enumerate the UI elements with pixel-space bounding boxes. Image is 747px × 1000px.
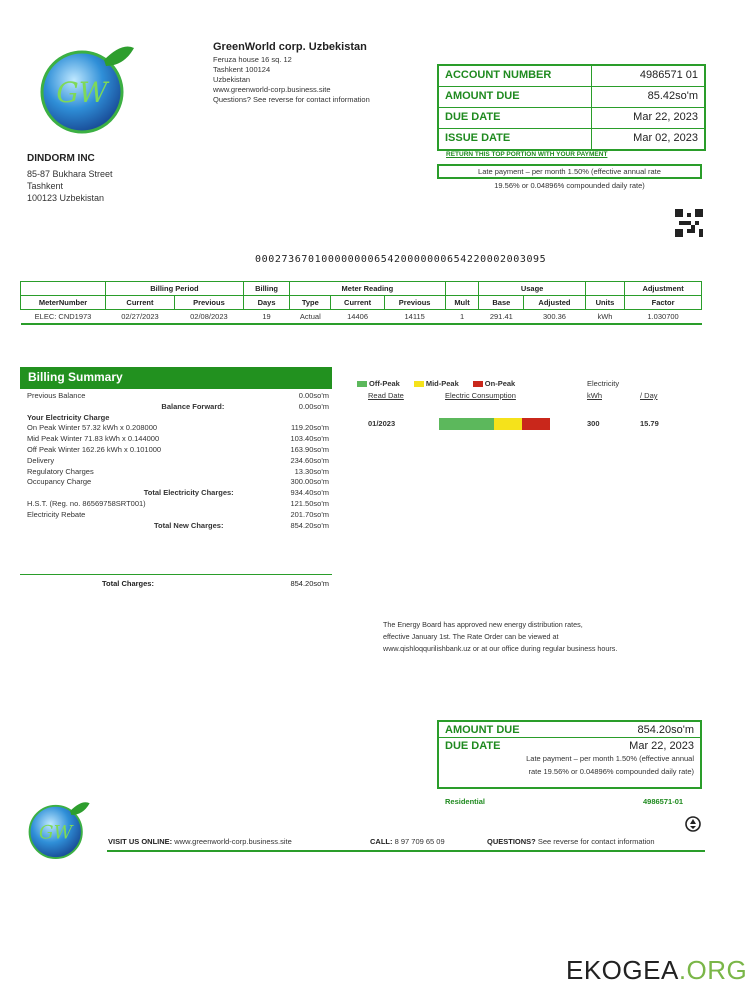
notice-line: The Energy Board has approved new energy distribution rates, [383,620,583,629]
summary-label: Mid Peak Winter 71.83 kWh x 0.144000 [27,434,160,444]
summary-value: 13.30so'm [294,466,329,476]
address-line: 85-87 Bukhara Street [27,169,113,179]
remittance-box [437,720,702,789]
address-line: Tashkent 100124 [213,65,271,74]
bar-segment-mid-peak [494,418,522,430]
summary-value: 119.20so'm [291,423,329,433]
table-cell: 14115 [404,312,425,321]
table-group-header-row [21,282,702,296]
divider [20,574,332,575]
table-cell: 02/27/2023 [121,312,159,321]
read-date-value: 01/2023 [368,419,396,428]
bar-segment-on-peak [522,418,550,430]
table-cell: 1 [459,312,465,321]
read-date-header: Read Date [368,391,404,400]
table-cell: ELEC: CND1973 [34,312,92,321]
issue-date-value: Mar 02, 2023 [633,132,698,144]
footer-visit [108,837,292,846]
address-line: 100123 Uzbekistan [27,193,105,203]
table-header: Type [290,296,331,310]
account-row [439,66,704,87]
summary-row [27,445,329,456]
summary-label: Previous Balance [27,391,86,400]
customer-name: DINDORM INC [27,153,95,164]
consumption-header: Electric Consumption [445,391,516,400]
address-line: Feruza house 16 sq. 12 [213,55,292,64]
account-row [439,129,704,149]
account-number: 4986571-01 [643,797,684,806]
due-date-label: DUE DATE [445,740,501,752]
table-header [21,282,106,296]
summary-row [27,391,329,402]
due-date-label: DUE DATE [439,108,592,128]
table-cell: 300.36 [542,312,566,321]
qr-code-icon [675,209,703,237]
bar-segment-off-peak [439,418,494,430]
table-header: Factor [625,296,702,310]
late-payment-rate: 19.56% or 0.04896% compounded daily rate) [494,181,645,190]
svg-text:GW: GW [39,822,73,844]
summary-row [27,434,329,445]
amount-due-value: 85.42so'm [647,90,698,102]
summary-row [27,510,329,521]
footer-divider [107,850,705,852]
footer-call-label: CALL: [370,837,393,846]
service-type: Residential [445,797,486,806]
table-header: Current [106,296,175,310]
table-cell: 1.030700 [647,312,679,321]
legend-mid-peak: Mid-Peak [414,379,459,388]
summary-label: Total Electricity Charges: [143,488,234,498]
billing-summary-title: Billing Summary [20,367,332,389]
summary-value: 121.50so'm [290,498,329,508]
late-payment-note: Late payment – per month 1.50% (effective annual [526,754,694,763]
footer-phone[interactable]: 8 97 709 65 09 [394,837,445,846]
summary-label: Occupancy Charge [27,477,92,487]
billing-summary-list [27,391,329,531]
table-header: Meter Reading [290,282,445,296]
table-cell: 14406 [347,312,368,321]
company-logo [24,798,90,860]
legend-off-peak: Off-Peak [357,379,400,388]
kwh-unit-header: kWh [587,391,602,400]
account-row [439,87,704,108]
summary-label: Balance Forward: [161,401,225,411]
amount-due-row [439,722,700,738]
company-address [213,55,370,105]
summary-row [27,413,329,424]
return-note: RETURN THIS TOP PORTION WITH YOUR PAYMENT [446,151,608,158]
address-line: Uzbekistan [213,75,251,84]
table-row [21,310,702,325]
notice-link[interactable]: www.qishloqqurilishbank.uz or at our office during regular business hours. [383,644,618,653]
summary-label: On Peak Winter 57.32 kWh x 0.208000 [27,423,158,433]
legend-on-peak: On-Peak [473,379,515,388]
svg-text:GW: GW [56,76,108,109]
summary-label: Delivery [27,455,55,465]
total-charges-label: Total Charges: [102,579,154,588]
footer-questions-text: See reverse for contact information [537,837,655,846]
consumption-legend [357,379,515,388]
footer-questions-label: QUESTIONS? [487,837,536,846]
kwh-value: 300 [587,419,600,428]
footer-website-link[interactable]: www.greenworld-corp.business.site [174,837,292,846]
table-header: Usage [479,282,585,296]
table-header: Billing [243,282,289,296]
summary-value: 0.00so'm [298,391,329,400]
summary-row [27,456,329,467]
legend-swatch [357,381,367,387]
address-line: Questions? See reverse for contact information [213,95,370,104]
amount-due-label: AMOUNT DUE [445,724,520,736]
footer-visit-label: VISIT US ONLINE: [108,837,173,846]
per-day-header: / Day [640,391,658,400]
due-date-row [439,738,700,752]
late-payment-rate: rate 19.56% or 0.04896% compounded daily rate) [528,767,694,776]
summary-label: Your Electricity Charge [27,412,110,422]
account-number-label: ACCOUNT NUMBER [439,66,592,86]
table-header: Base [479,296,524,310]
table-cell: 19 [262,312,271,321]
table-header: MeterNumber [21,296,106,310]
summary-row [27,521,329,532]
total-charges-row [27,579,329,588]
summary-row [27,477,329,488]
table-cell: kWh [597,312,613,321]
summary-value: 103.40so'm [290,434,329,444]
summary-label: Regulatory Charges [27,466,94,476]
summary-row [27,467,329,478]
table-header-row [21,296,702,310]
late-payment-box: Late payment – per month 1.50% (effective annual rate [437,164,702,179]
amount-due-value: 854.20so'm [637,724,694,736]
summary-row [27,423,329,434]
table-cell: 02/08/2023 [190,312,228,321]
account-number-value: 4986571 01 [639,69,698,81]
summary-value: 163.90so'm [290,444,329,454]
summary-value: 234.60so'm [290,455,329,465]
company-name: GreenWorld corp. Uzbekistan [213,41,367,53]
table-header: Billing Period [106,282,244,296]
account-row [439,108,704,129]
footer-call [370,837,445,846]
notice-line: effective January 1st. The Rate Order can be viewed at [383,632,559,641]
table-header: Current [331,296,384,310]
table-header: Adjustment [625,282,702,296]
table-header: Units [585,296,624,310]
company-website[interactable]: www.greenworld-corp.business.site [213,85,331,94]
total-charges-value: 854.20so'm [290,579,329,588]
amount-due-label: AMOUNT DUE [439,87,592,107]
rate-notice [383,619,703,655]
table-header: Previous [384,296,445,310]
summary-value: 201.70so'm [290,509,329,519]
customer-address [27,168,113,204]
summary-row [27,488,329,499]
table-header: Days [243,296,289,310]
summary-value: 934.40so'm [290,488,329,498]
summary-row [27,402,329,413]
table-header: Previous [174,296,243,310]
summary-label: H.S.T. (Reg. no. 86569758SRT001) [27,498,146,508]
table-cell: 291.41 [489,312,513,321]
issue-date-label: ISSUE DATE [439,129,592,149]
barcode-number: 00027367010000000065420000000654220002003095 [255,254,547,265]
table-header [585,282,624,296]
due-date-value: Mar 22, 2023 [629,740,694,752]
summary-row [27,499,329,510]
legend-swatch [473,381,483,387]
recycle-icon [685,816,701,837]
company-logo [34,40,134,135]
address-line: Tashkent [27,181,64,191]
table-header: Mult [445,296,479,310]
due-date-value: Mar 22, 2023 [633,111,698,123]
summary-value: 854.20so'm [290,520,329,530]
account-summary-box [437,64,706,151]
summary-label: Total New Charges: [153,520,224,530]
summary-label: Off Peak Winter 162.26 kWh x 0.101000 [27,444,162,454]
legend-swatch [414,381,424,387]
table-cell: Actual [299,312,321,321]
summary-value: 300.00so'm [290,477,329,487]
summary-value: 0.00so'm [298,401,329,411]
per-day-value: 15.79 [640,419,659,428]
footer-questions [487,837,655,846]
kwh-header: Electricity [587,379,620,388]
summary-label: Electricity Rebate [27,509,86,519]
meter-table [20,281,702,325]
watermark: EKOGEA.ORG [566,955,747,985]
table-header [445,282,479,296]
table-header: Adjusted [524,296,586,310]
